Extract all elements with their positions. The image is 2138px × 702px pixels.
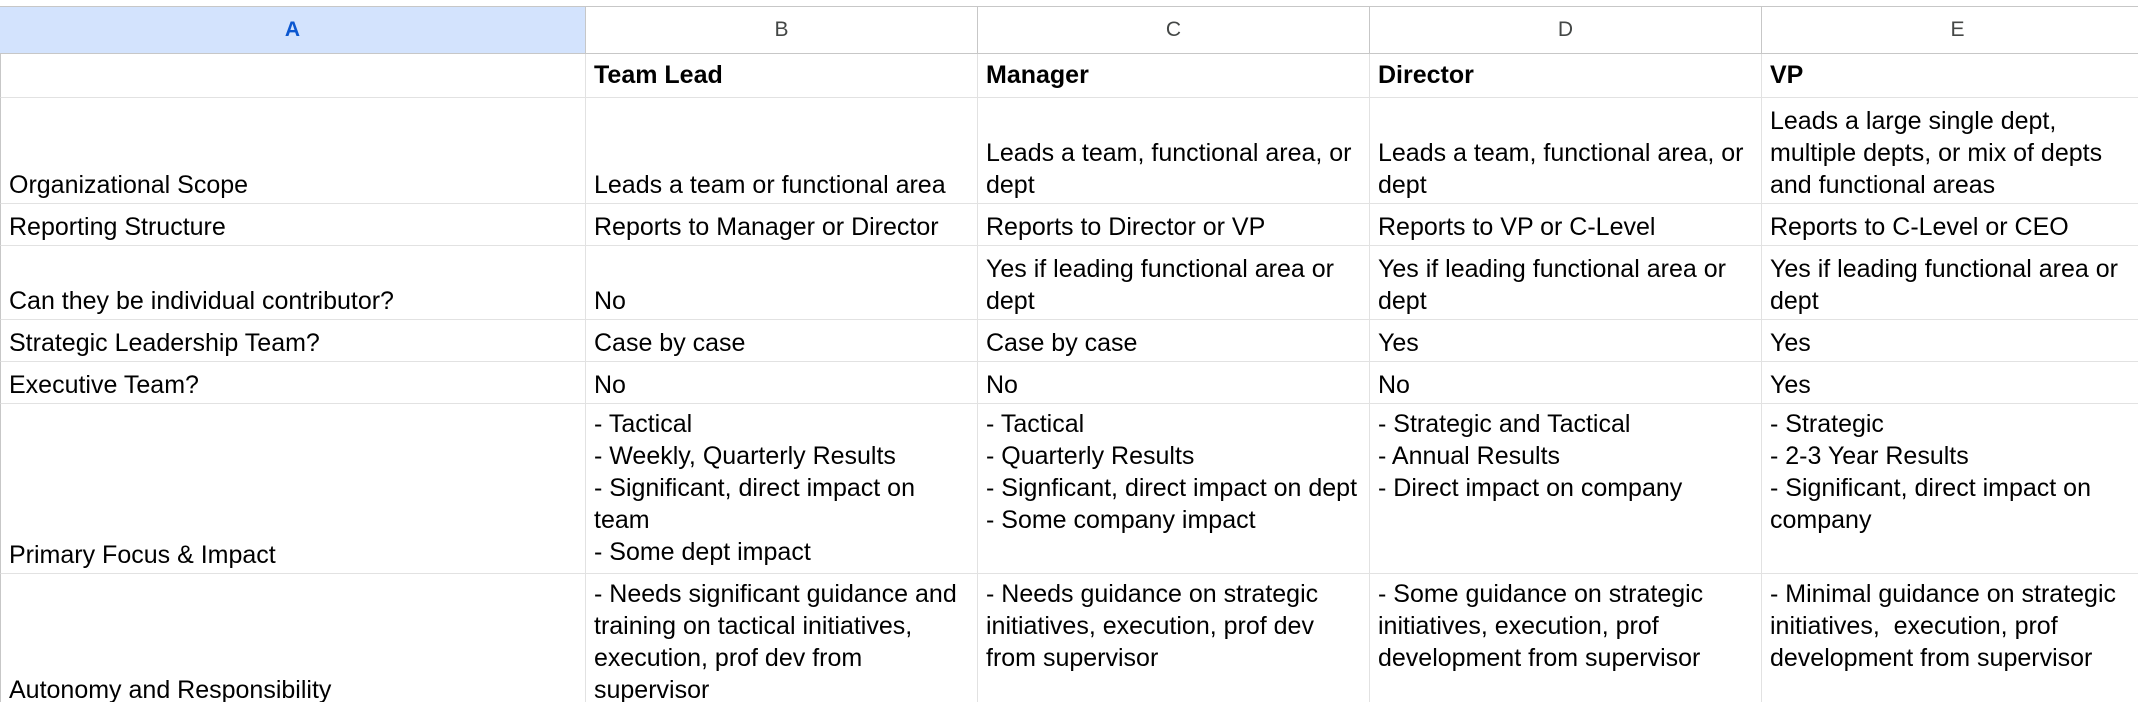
cell-c8[interactable]: - Needs guidance on strategic initiatives, execution, prof dev from supervisor	[978, 574, 1370, 702]
cell-d1[interactable]: Director	[1370, 54, 1762, 98]
cell-c4[interactable]: Yes if leading functional area or dept	[978, 246, 1370, 320]
cell-a3[interactable]: Reporting Structure	[0, 204, 586, 246]
cell-b4[interactable]: No	[586, 246, 978, 320]
cell-e4[interactable]: Yes if leading functional area or dept	[1762, 246, 2138, 320]
cell-d8[interactable]: - Some guidance on strategic initiatives, execution, prof development from supervisor	[1370, 574, 1762, 702]
cell-e3[interactable]: Reports to C-Level or CEO	[1762, 204, 2138, 246]
cell-c2[interactable]: Leads a team, functional area, or dept	[978, 98, 1370, 204]
cell-e6[interactable]: Yes	[1762, 362, 2138, 404]
cell-c1[interactable]: Manager	[978, 54, 1370, 98]
cell-b7[interactable]: - Tactical - Weekly, Quarterly Results - Significant, direct impact on team - Some dept impact	[586, 404, 978, 574]
cell-a1[interactable]	[0, 54, 586, 98]
cell-d2[interactable]: Leads a team, functional area, or dept	[1370, 98, 1762, 204]
cell-c5[interactable]: Case by case	[978, 320, 1370, 362]
cell-c3[interactable]: Reports to Director or VP	[978, 204, 1370, 246]
column-header-e[interactable]: E	[1762, 6, 2138, 54]
cell-b3[interactable]: Reports to Manager or Director	[586, 204, 978, 246]
cell-e1[interactable]: VP	[1762, 54, 2138, 98]
cell-c7[interactable]: - Tactical - Quarterly Results - Signficant, direct impact on dept - Some company impact	[978, 404, 1370, 574]
column-header-d[interactable]: D	[1370, 6, 1762, 54]
cell-d7[interactable]: - Strategic and Tactical - Annual Results - Direct impact on company	[1370, 404, 1762, 574]
cell-e8[interactable]: - Minimal guidance on strategic initiatives, execution, prof development from supervisor	[1762, 574, 2138, 702]
cell-b5[interactable]: Case by case	[586, 320, 978, 362]
cell-d5[interactable]: Yes	[1370, 320, 1762, 362]
cell-a2[interactable]: Organizational Scope	[0, 98, 586, 204]
cell-b1[interactable]: Team Lead	[586, 54, 978, 98]
cell-a4[interactable]: Can they be individual contributor?	[0, 246, 586, 320]
cell-e7[interactable]: - Strategic - 2-3 Year Results - Significant, direct impact on company	[1762, 404, 2138, 574]
cell-a6[interactable]: Executive Team?	[0, 362, 586, 404]
cell-a7[interactable]: Primary Focus & Impact	[0, 404, 586, 574]
cell-d3[interactable]: Reports to VP or C-Level	[1370, 204, 1762, 246]
cell-b2[interactable]: Leads a team or functional area	[586, 98, 978, 204]
cell-d4[interactable]: Yes if leading functional area or dept	[1370, 246, 1762, 320]
cell-a5[interactable]: Strategic Leadership Team?	[0, 320, 586, 362]
column-header-b[interactable]: B	[586, 6, 978, 54]
cell-c6[interactable]: No	[978, 362, 1370, 404]
cell-b6[interactable]: No	[586, 362, 978, 404]
cell-e2[interactable]: Leads a large single dept, multiple depts, or mix of depts and functional areas	[1762, 98, 2138, 204]
cell-d6[interactable]: No	[1370, 362, 1762, 404]
cell-a8[interactable]: Autonomy and Responsibility	[0, 574, 586, 702]
cell-b8[interactable]: - Needs significant guidance and training on tactical initiatives, execution, prof dev from supervisor	[586, 574, 978, 702]
cell-e5[interactable]: Yes	[1762, 320, 2138, 362]
column-header-a[interactable]: A	[0, 6, 586, 54]
column-header-c[interactable]: C	[978, 6, 1370, 54]
